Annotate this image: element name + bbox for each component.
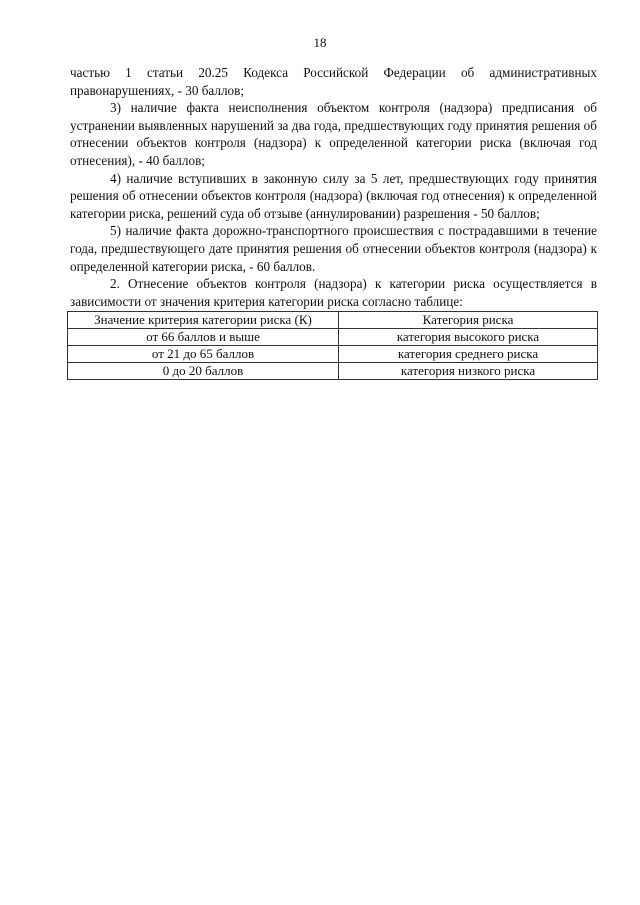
- table-header-criterion: Значение критерия категории риска (К): [68, 312, 339, 329]
- table-header-row: [68, 312, 598, 329]
- risk-category-table: [67, 311, 598, 380]
- paragraph-item-5: 5) наличие факта дорожно-транспортного происшествия с пострадавшими в течение года, предшествующего дате принятия решения об отнесении объектов контроля (надзора) к определенной категории риска, - 60 баллов.: [70, 223, 597, 274]
- paragraph-clause-2: 2. Отнесение объектов контроля (надзора) к категории риска осуществляется в зависимости от значения критерия категории риска согласно таблице:: [70, 276, 597, 309]
- page-number: 18: [313, 35, 327, 50]
- table-cell-category: категория низкого риска: [339, 363, 598, 380]
- table-cell-score: от 66 баллов и выше: [68, 329, 339, 346]
- table-cell-category: категория среднего риска: [339, 346, 598, 363]
- paragraph-continuation: частью 1 статьи 20.25 Кодекса Российской Федерации об административных правонарушениях, - 30 баллов;: [70, 65, 597, 98]
- paragraph-item-3: 3) наличие факта неисполнения объектом контроля (надзора) предписания об устранении выявленных нарушений за два года, предшествующих году принятия решения об отнесении объектов контроля (надзора) к определенной категории риска (включая год отнесения), - 40 баллов;: [70, 100, 597, 168]
- document-body: [70, 64, 597, 380]
- table-cell-category: категория высокого риска: [339, 329, 598, 346]
- table-header-category: Категория риска: [339, 312, 598, 329]
- table-cell-score: 0 до 20 баллов: [68, 363, 339, 380]
- table-row: [68, 346, 598, 363]
- table-cell-score: от 21 до 65 баллов: [68, 346, 339, 363]
- paragraph-item-4: 4) наличие вступивших в законную силу за 5 лет, предшествующих году принятия решения об отнесении объектов контроля (надзора) (включая год отнесения) к определенной категории риска, решений суда об отзыве (аннулировании) разрешения - 50 баллов;: [70, 170, 597, 221]
- table-row: [68, 363, 598, 380]
- table-row: [68, 329, 598, 346]
